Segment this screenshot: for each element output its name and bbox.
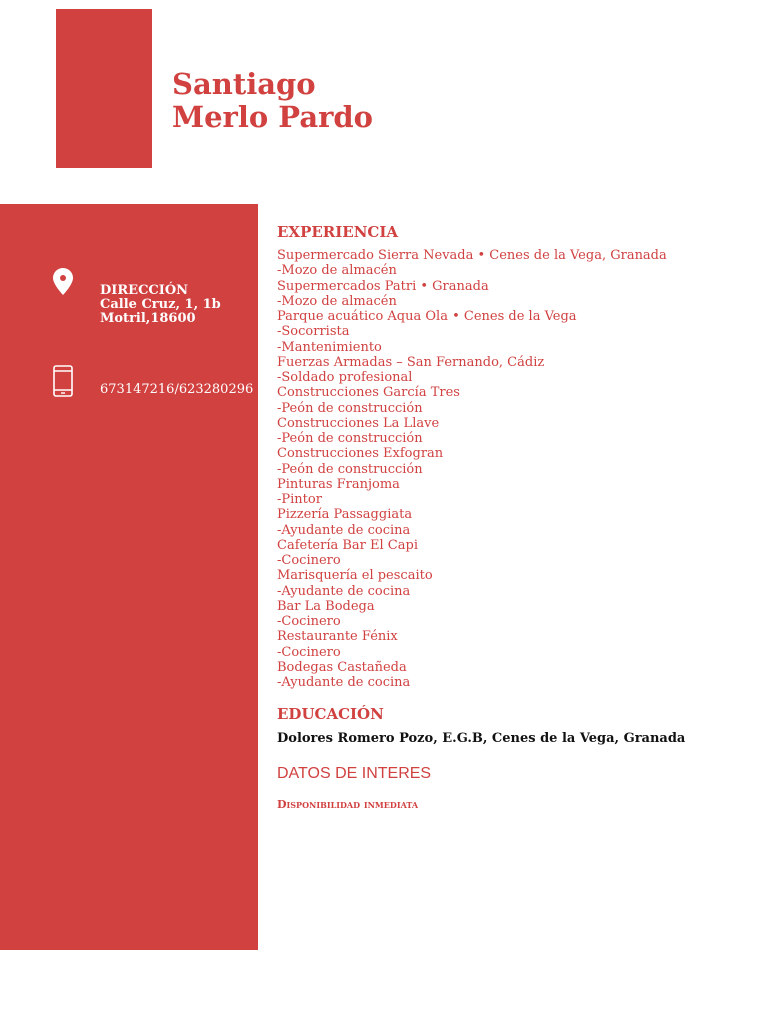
experience-item: Construcciones La Llave	[277, 415, 440, 431]
address-line-1: Calle Cruz, 1, 1b	[100, 297, 221, 312]
name-heading	[172, 68, 373, 134]
experience-item: -Socorrista	[277, 324, 350, 340]
experience-item: Restaurante Fénix	[277, 629, 398, 645]
interests-title: DATOS DE INTERES	[277, 765, 432, 783]
experience-item: -Mozo de almacén	[277, 263, 397, 279]
experience-item: -Soldado profesional	[277, 370, 413, 385]
experience-item: -Peón de construcción	[277, 431, 423, 446]
experience-item: -Ayudante de cocina	[277, 522, 411, 538]
first-name: Santiago	[172, 67, 316, 101]
experience-item: -Peón de construcción	[277, 400, 423, 416]
last-name: Merlo Pardo	[172, 100, 374, 134]
experience-item: -Cocinero	[277, 614, 341, 629]
experience-item: Parque acuático Aqua Ola • Cenes de la Vega	[277, 309, 577, 324]
experience-item: Pinturas Franjoma	[277, 476, 400, 492]
experience-item: Construcciones Exfogran	[277, 446, 444, 462]
experience-item: -Peón de construcción	[277, 461, 423, 477]
experience-item: Fuerzas Armadas – San Fernando, Cádiz	[277, 354, 545, 370]
experience-item: Marisquería el pescaito	[277, 568, 433, 584]
experience-item: -Ayudante de cocina	[277, 675, 411, 690]
header-color-block	[56, 9, 152, 168]
experience-item: Pizzería Passaggiata	[277, 507, 413, 523]
experience-item: -Ayudante de cocina	[277, 583, 411, 599]
location-pin-icon	[51, 267, 75, 297]
experience-item: -Cocinero	[277, 644, 341, 660]
experience-item: Construcciones García Tres	[277, 385, 460, 401]
experience-item: Supermercado Sierra Nevada • Cenes de la Vega, Granada	[277, 248, 667, 263]
experience-item: -Mozo de almacén	[277, 293, 397, 309]
experience-item: Bodegas Castañeda	[277, 659, 407, 675]
experience-item: -Cocinero	[277, 553, 341, 568]
experience-item: -Pintor	[277, 492, 322, 507]
address-block	[100, 284, 221, 326]
experience-list	[277, 248, 747, 690]
main-content	[277, 222, 747, 811]
mobile-phone-icon	[52, 365, 74, 397]
contact-sidebar	[0, 204, 258, 950]
experience-item: Cafetería Bar El Capi	[277, 537, 418, 553]
address-label: DIRECCIÓN	[100, 283, 189, 298]
experience-item: Supermercados Patri • Granada	[277, 278, 489, 294]
address-line-2: Motril,18600	[100, 311, 196, 326]
experience-title: EXPERIENCIA	[277, 223, 399, 241]
experience-item: -Mantenimiento	[277, 339, 382, 355]
experience-item: Bar La Bodega	[277, 598, 375, 614]
education-title: EDUCACIÓN	[277, 705, 384, 724]
education-entry: Dolores Romero Pozo, E.G.B, Cenes de la Vega, Granada	[277, 731, 686, 747]
phone-number: 673147216/623280296	[100, 382, 254, 397]
interests-entry: Disponibilidad inmediata	[277, 798, 419, 812]
